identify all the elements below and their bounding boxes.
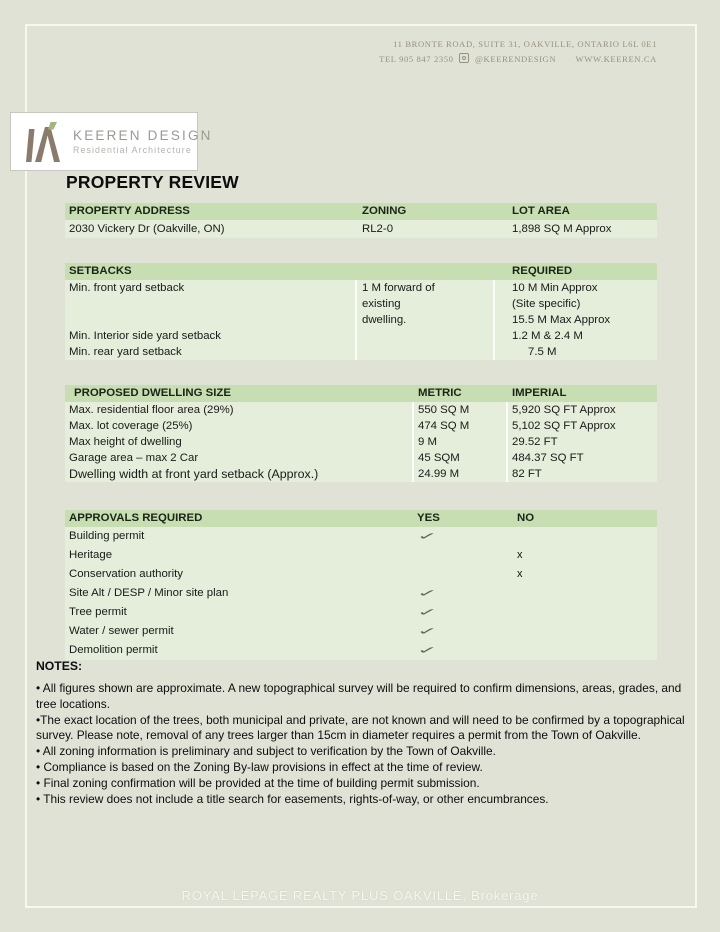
col-setbacks: SETBACKS — [69, 265, 132, 277]
lot-area-value: 1,898 SQ M Approx — [512, 223, 612, 235]
property-table-header — [65, 203, 657, 220]
approvals-table — [65, 510, 657, 660]
contact-line2 — [379, 52, 657, 67]
table-row — [65, 466, 657, 482]
col-imperial: IMPERIAL — [512, 387, 567, 399]
imperial-value: 5,102 SQ FT Approx — [512, 420, 616, 432]
imperial-value: 82 FT — [512, 468, 542, 480]
property-address-value: 2030 Vickery Dr (Oakville, ON) — [69, 223, 225, 235]
logo-text — [73, 128, 213, 155]
setback-required: (Site specific) — [512, 298, 581, 310]
zoning-value: RL2-0 — [362, 223, 394, 235]
contact-address: 11 BRONTE ROAD, SUITE 31, OAKVILLE, ONTARIO L6L 0E1 — [393, 39, 657, 49]
col-yes: YES — [417, 512, 440, 524]
col-zoning: ZONING — [362, 205, 407, 217]
setback-note: 1 M forward of — [362, 282, 435, 294]
note-item: • All figures shown are approximate. A new topographical survey will be required to confirm dimensions, areas, grades, and tree locations. — [36, 681, 682, 711]
setback-required: 1.2 M & 2.4 M — [512, 330, 583, 342]
col-dwelling-size: PROPOSED DWELLING SIZE — [74, 387, 231, 399]
table-row — [65, 402, 657, 418]
setbacks-table-header — [65, 263, 657, 280]
setbacks-table-body — [65, 280, 657, 360]
yes-checkmark-icon: ✓ — [417, 644, 439, 657]
table-row — [65, 418, 657, 434]
note-item: • This review does not include a title search for easements, rights-of-way, or other encumbrances. — [36, 791, 549, 806]
approvals-table-header — [65, 510, 657, 527]
yes-checkmark-icon: ✓ — [417, 530, 439, 543]
approval-label: Conservation authority — [69, 568, 183, 580]
brokerage-watermark: ROYAL LEPAGE REALTY PLUS OAKVILLE, Brokerage — [181, 888, 539, 903]
setback-required: 15.5 M Max Approx — [512, 314, 611, 326]
col-metric: METRIC — [418, 387, 462, 399]
metric-value: 9 M — [418, 436, 437, 448]
dwelling-label: Garage area – max 2 Car — [69, 452, 199, 464]
dwelling-table-header — [65, 385, 657, 402]
setback-note: dwelling. — [362, 314, 407, 326]
note-item: •The exact location of the trees, both municipal and private, are not known and will need to be confirmed by a topographical survey. Please note, removal of any trees larger than 15cm in diameter requires a permit from the Town of Oakville. — [36, 712, 685, 743]
table-row — [65, 280, 657, 296]
yes-checkmark-icon: ✓ — [417, 606, 439, 619]
contact-header — [379, 37, 657, 67]
note-item: • Compliance is based on the Zoning By-law provisions in effect at the time of review. — [36, 759, 483, 774]
table-row — [65, 312, 657, 328]
approvals-table-body — [65, 527, 657, 660]
dwelling-table-body — [65, 402, 657, 482]
setbacks-table — [65, 263, 657, 360]
approval-label: Heritage — [69, 549, 113, 561]
property-row — [65, 220, 657, 238]
dwelling-label: Max height of dwelling — [69, 436, 182, 448]
notes-heading: NOTES: — [36, 659, 83, 673]
col-property-address: PROPERTY ADDRESS — [69, 205, 190, 217]
col-lot-area: LOT AREA — [512, 205, 570, 217]
table-row — [65, 584, 657, 603]
approval-label: Building permit — [69, 530, 145, 542]
table-row — [65, 434, 657, 450]
table-row — [65, 296, 657, 312]
property-table — [65, 203, 657, 238]
table-row — [65, 527, 657, 546]
imperial-value: 5,920 SQ FT Approx — [512, 404, 616, 416]
imperial-value: 29.52 FT — [512, 436, 558, 448]
logo-tagline: Residential Architecture — [73, 145, 192, 155]
contact-social-handle: @KEERENDESIGN — [475, 54, 557, 64]
setback-label: Min. rear yard setback — [69, 346, 182, 358]
table-row — [65, 328, 657, 344]
setback-required: 7.5 M — [528, 346, 557, 358]
note-item: • All zoning information is preliminary and subject to verification by the Town of Oakville. — [36, 744, 496, 759]
col-approvals: APPROVALS REQUIRED — [69, 512, 203, 524]
notes-list — [36, 681, 688, 807]
setback-required: 10 M Min Approx — [512, 282, 598, 294]
no-x-mark: x — [517, 568, 523, 580]
table-row — [65, 622, 657, 641]
table-row — [65, 344, 657, 360]
setback-label: Min. Interior side yard setback — [69, 330, 221, 342]
approval-label: Water / sewer permit — [69, 625, 174, 637]
approval-label: Site Alt / DESP / Minor site plan — [69, 587, 229, 599]
dwelling-label: Max. residential floor area (29%) — [69, 404, 234, 416]
note-item: • Final zoning confirmation will be provided at the time of building permit submission. — [36, 775, 480, 790]
contact-phone: TEL 905 847 2350 — [379, 54, 454, 64]
metric-value: 474 SQ M — [418, 420, 470, 432]
setback-note: existing — [362, 298, 401, 310]
dwelling-label: Max. lot coverage (25%) — [69, 420, 193, 432]
col-required: REQUIRED — [512, 265, 573, 277]
keeren-logomark-icon — [25, 122, 63, 162]
metric-value: 550 SQ M — [418, 404, 470, 416]
table-row — [65, 565, 657, 584]
table-row — [65, 641, 657, 660]
yes-checkmark-icon: ✓ — [417, 587, 439, 600]
metric-value: 24.99 M — [418, 468, 460, 480]
setback-label: Min. front yard setback — [69, 282, 185, 294]
no-x-mark: x — [517, 549, 523, 561]
imperial-value: 484.37 SQ FT — [512, 452, 584, 464]
approval-label: Tree permit — [69, 606, 127, 618]
metric-value: 45 SQM — [418, 452, 460, 464]
table-row — [65, 603, 657, 622]
table-row — [65, 546, 657, 565]
approval-label: Demolition permit — [69, 644, 158, 656]
yes-checkmark-icon: ✓ — [417, 625, 439, 638]
logo-company-name: KEEREN DESIGN — [73, 128, 213, 143]
col-no: NO — [517, 512, 535, 524]
dwelling-size-table — [65, 385, 657, 482]
table-row — [65, 450, 657, 466]
dwelling-label: Dwelling width at front yard setback (Approx.) — [69, 467, 319, 481]
contact-website: WWW.KEEREN.CA — [575, 54, 657, 64]
company-logo — [10, 112, 213, 171]
page-title: PROPERTY REVIEW — [66, 172, 239, 192]
instagram-icon — [459, 53, 469, 63]
